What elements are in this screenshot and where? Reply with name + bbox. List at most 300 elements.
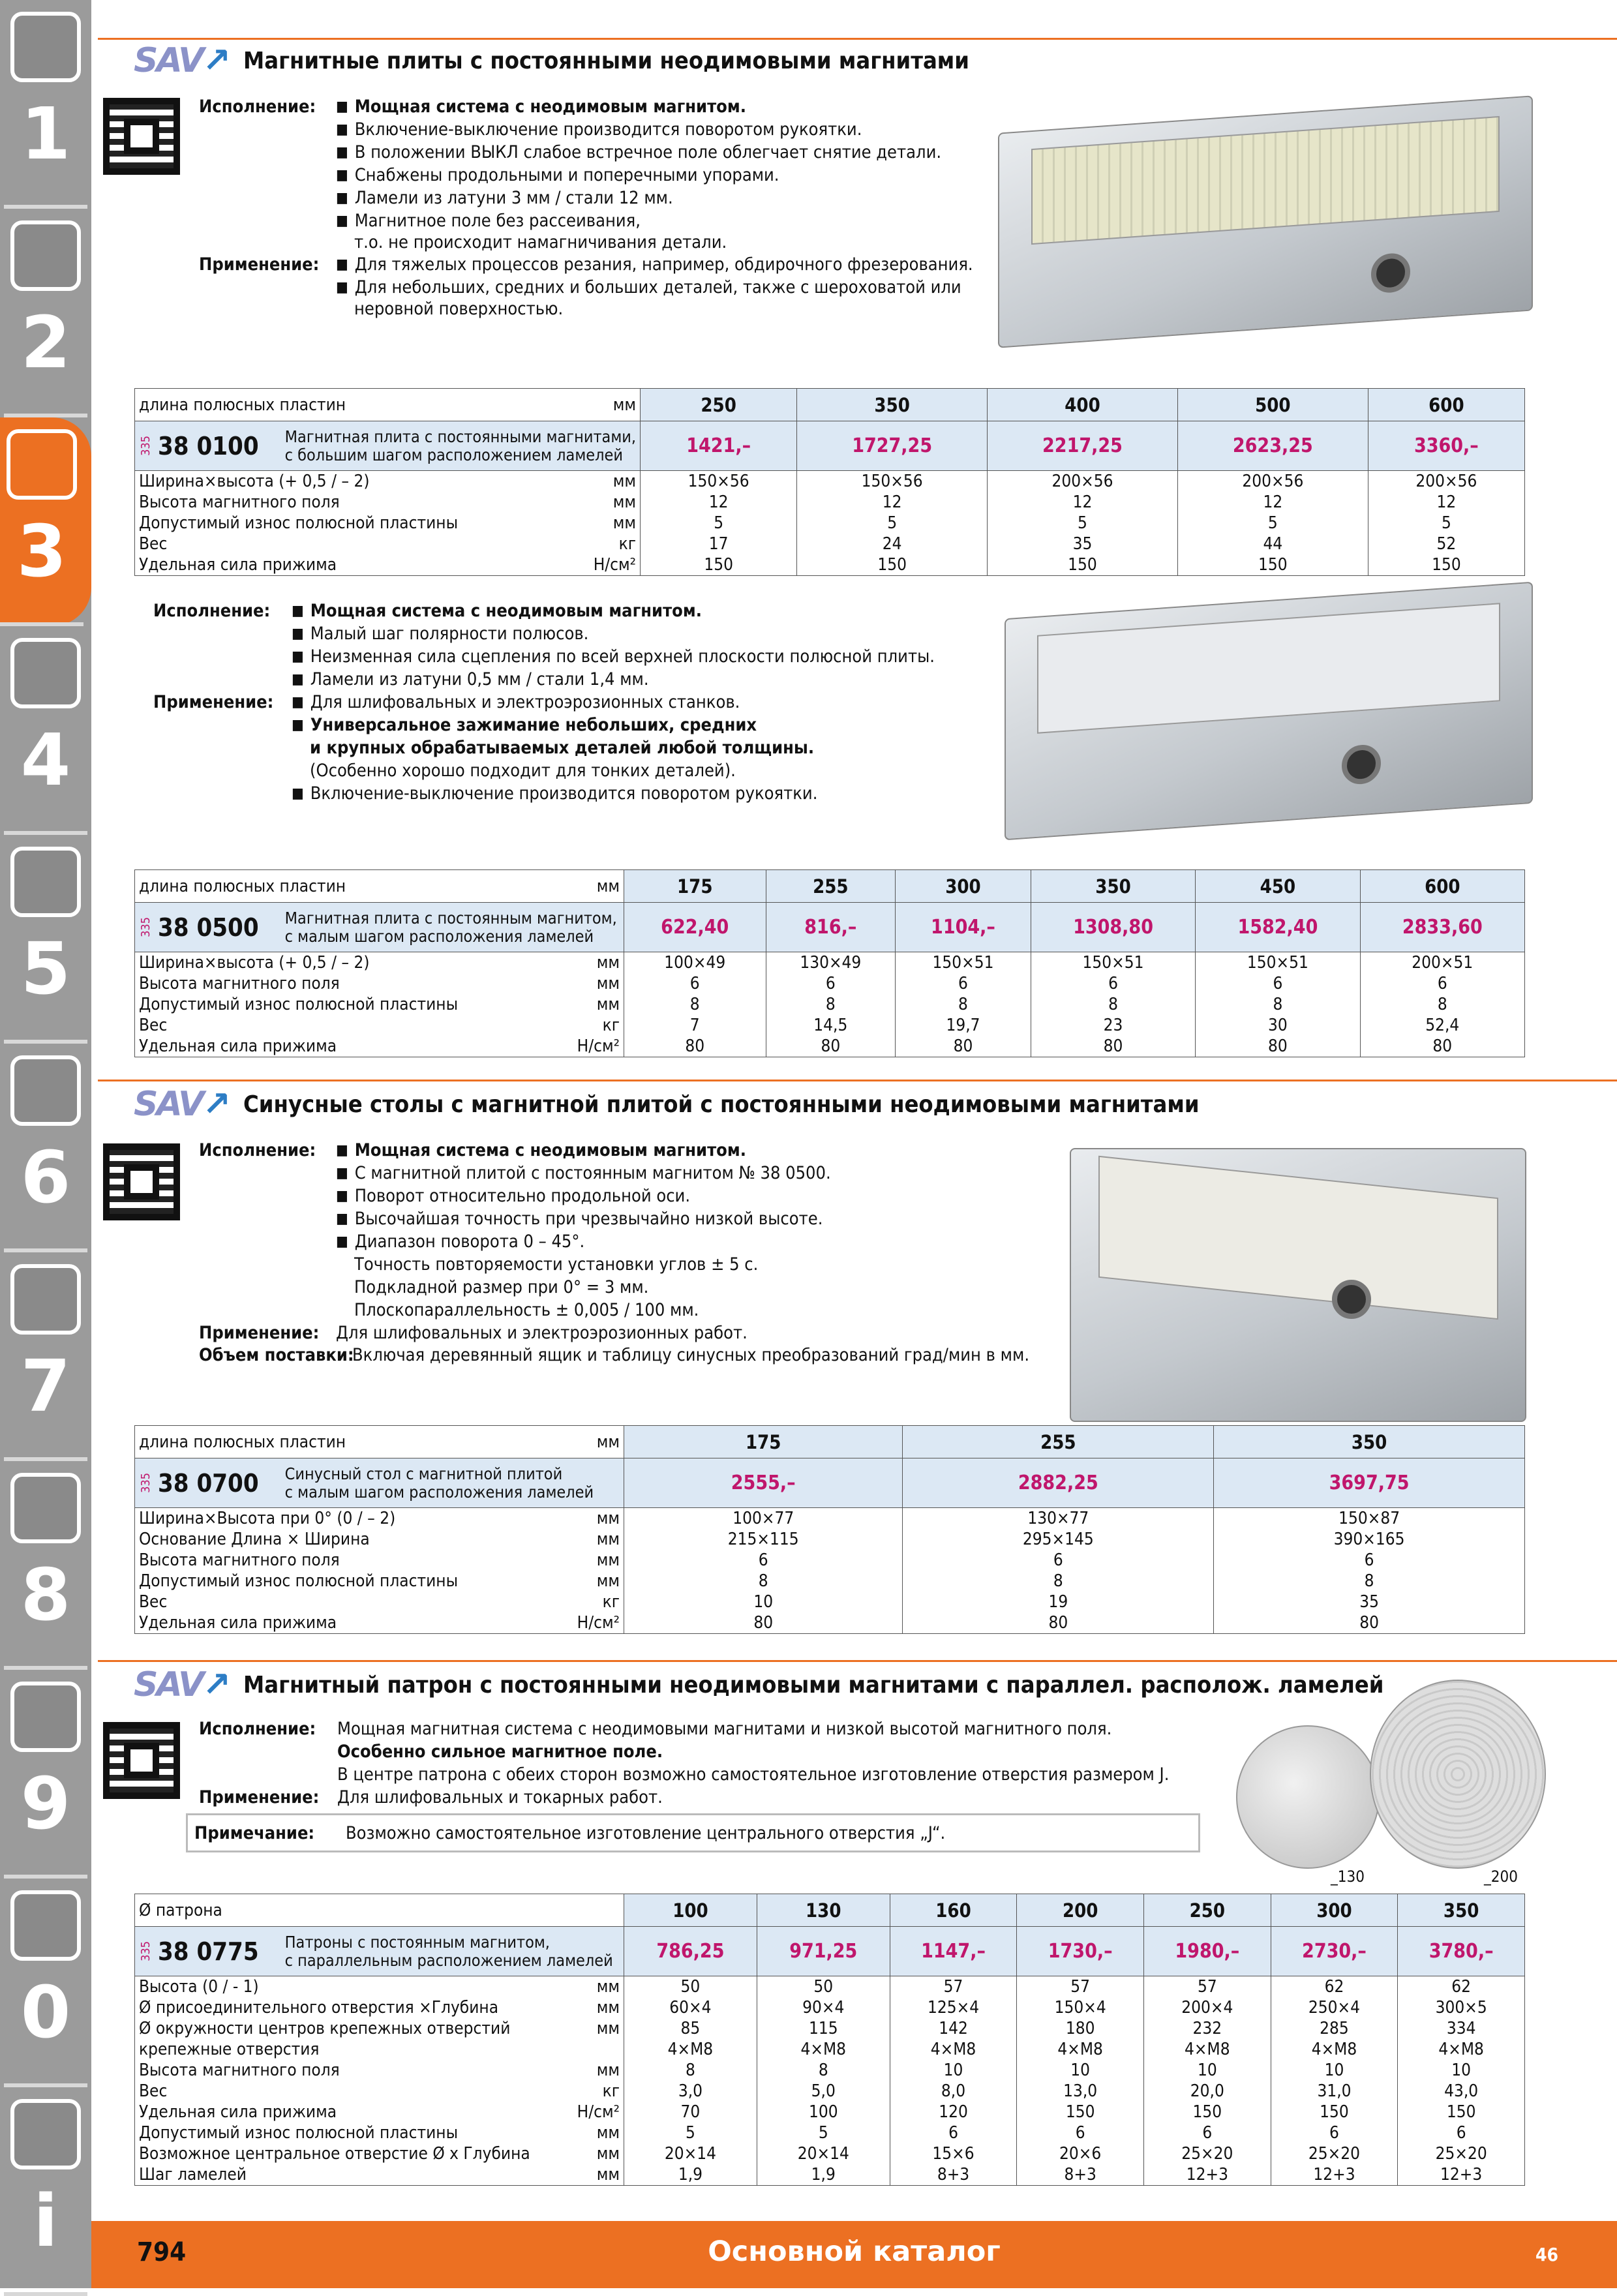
spec-value: 80 (1031, 1036, 1195, 1057)
size-column-header: 350 (797, 389, 988, 421)
spec-label: Высота магнитного поля мм (135, 1550, 624, 1571)
feature-line: Подкладной размер при 0° = 3 мм. (354, 1277, 649, 1297)
spec-value: 150 (1271, 2102, 1398, 2122)
price-cell: 971,25 (757, 1927, 890, 1976)
feature-line: ■ Включение-выключение производится поворотом рукоятки. (292, 783, 817, 806)
price-cell: 2730,– (1271, 1927, 1398, 1976)
size-column-header: 350 (1398, 1894, 1525, 1927)
spec-value: 80 (896, 1036, 1031, 1057)
image-label: _130 (1331, 1867, 1365, 1886)
label-application: Применение: (153, 692, 274, 712)
spec-label: Вес кг (135, 1592, 624, 1612)
table-header-label: длина полюсных пластин мм (135, 389, 641, 421)
chapter-number: 6 (20, 1136, 71, 1219)
spec-value: 130×77 (903, 1508, 1214, 1530)
label-note: Примечание: (194, 1822, 315, 1843)
spec-value: 4×M8 (1017, 2039, 1144, 2060)
chapter-tab-6[interactable] (4, 1044, 87, 1252)
spec-value: 6 (1144, 2122, 1271, 2143)
feature-line: Особенно сильное магнитное поле. (337, 1742, 663, 1762)
size-column-header: 600 (1368, 389, 1524, 421)
spec-label: Ø присоединительного отверстия ×Глубина мм (135, 1997, 624, 2018)
label-application: Применение: (199, 1323, 320, 1343)
feature-line: Точность повторяемости установки углов ± 5 с. (354, 1254, 759, 1275)
caliper-icon (10, 638, 81, 708)
brand-logo: SAV↗ (134, 1085, 229, 1124)
spec-value: 150×51 (896, 952, 1031, 974)
price-cell: 2217,25 (988, 421, 1178, 471)
feature-line: ■ Для небольших, средних и больших деталей, также с шероховатой или (336, 277, 961, 300)
spec-value: 100×77 (624, 1508, 903, 1530)
feature-line: ■ Для шлифовальных и электроэрозионных станков. (292, 691, 740, 715)
spec-value: 8+3 (1017, 2164, 1144, 2186)
label-application: Применение: (199, 254, 320, 275)
section-title: Синусные столы с магнитной плитой с постоянными неодимовыми магнитами (243, 1091, 1200, 1118)
chapter-number: i (33, 2179, 58, 2263)
label-execution: Исполнение: (199, 97, 316, 117)
label-execution: Исполнение: (199, 1140, 316, 1160)
product-code-cell: 335 38 0775 Патроны с постоянным магнитом, с параллельным расположением ламелей (135, 1927, 624, 1976)
size-column-header: 130 (757, 1894, 890, 1927)
qr-code-icon[interactable] (103, 98, 180, 175)
size-column-header: 160 (890, 1894, 1017, 1927)
section-1-description (199, 96, 1008, 331)
price-cell: 3697,75 (1214, 1458, 1525, 1508)
spec-value: 20×6 (1017, 2143, 1144, 2164)
spec-value: 100 (757, 2102, 890, 2122)
spec-value: 3,0 (624, 2081, 757, 2102)
spec-value: 10 (624, 1592, 903, 1612)
spec-value: 100×49 (624, 952, 766, 974)
spec-value: 200×56 (1368, 471, 1524, 492)
spec-value: 150 (1398, 2102, 1525, 2122)
spec-value: 20×14 (624, 2143, 757, 2164)
spec-value: 10 (1017, 2060, 1144, 2081)
spec-value: 5 (1368, 513, 1524, 534)
spec-label: Допустимый износ полюсной пластины мм (135, 1571, 624, 1592)
spec-label: Удельная сила прижима Н/см² (135, 1612, 624, 1634)
spec-value: 6 (1031, 973, 1195, 994)
spec-value: 80 (1196, 1036, 1360, 1057)
spec-value: 31,0 (1271, 2081, 1398, 2102)
sub-page-number: 46 (1535, 2244, 1558, 2265)
spec-value: 19 (903, 1592, 1214, 1612)
spec-label: Высота магнитного поля мм (135, 492, 641, 513)
price-cell: 3360,– (1368, 421, 1524, 471)
spec-value: 57 (1017, 1976, 1144, 1998)
spec-value: 8+3 (890, 2164, 1017, 2186)
magnetic-plate-image (998, 95, 1533, 348)
spec-value: 150 (797, 554, 988, 576)
spec-label: Основание Длина × Ширина мм (135, 1529, 624, 1550)
spec-value: 80 (766, 1036, 896, 1057)
size-column-header: 200 (1017, 1894, 1144, 1927)
spec-value: 150 (1144, 2102, 1271, 2122)
spec-value: 20,0 (1144, 2081, 1271, 2102)
spec-value: 250×4 (1271, 1997, 1398, 2018)
spec-value: 6 (896, 973, 1031, 994)
spec-value: 80 (903, 1612, 1214, 1634)
spec-value: 6 (766, 973, 896, 994)
spec-value: 35 (1214, 1592, 1525, 1612)
chapter-tab-strip (0, 0, 91, 2288)
chapter-number: 0 (20, 1971, 71, 2054)
size-column-header: 175 (624, 1426, 903, 1458)
spec-value: 5 (641, 513, 797, 534)
spec-label: Ширина×высота (+ 0,5 / – 2) мм (135, 952, 624, 974)
note-box (186, 1813, 1200, 1852)
chapter-number: 5 (20, 927, 71, 1010)
label-application: Применение: (199, 1787, 320, 1807)
spec-value: 8 (1360, 994, 1524, 1015)
price-cell: 2623,25 (1177, 421, 1368, 471)
qr-code-icon[interactable] (103, 1143, 180, 1220)
feature-line: Плоскопараллельность ± 0,005 / 100 мм. (354, 1300, 699, 1320)
spec-value: 8 (896, 994, 1031, 1015)
size-column-header: 400 (988, 389, 1178, 421)
spec-value: 1,9 (757, 2164, 890, 2186)
chapter-number: 3 (16, 509, 67, 593)
spec-label: Высота магнитного поля мм (135, 2060, 624, 2081)
chapter-tab-i[interactable] (4, 2087, 87, 2296)
spec-value: 17 (641, 534, 797, 554)
brand-logo: SAV↗ (134, 41, 229, 80)
spec-value: 150×56 (797, 471, 988, 492)
magnetic-chuck-130-image (1236, 1725, 1380, 1869)
spec-value: 5 (1177, 513, 1368, 534)
spec-label: Вес кг (135, 2081, 624, 2102)
price-cell: 1582,40 (1196, 903, 1360, 952)
spec-value: 24 (797, 534, 988, 554)
feature-line: Включая деревянный ящик и таблицу синусных преобразований град/мин в мм. (352, 1345, 1030, 1365)
feature-line: ■ Ламели из латуни 0,5 мм / стали 1,4 мм. (292, 669, 649, 692)
spec-label: Ø окружности центров крепежных отверстий мм (135, 2018, 624, 2039)
feature-line: ■ Для тяжелых процессов резания, например, обдирочного фрезерования. (336, 254, 973, 277)
chapter-tab-3[interactable] (0, 417, 91, 626)
size-column-header: 600 (1360, 870, 1524, 903)
feature-line: ■ Ламели из латуни 3 мм / стали 12 мм. (336, 187, 673, 211)
product-code-cell: 335 38 0500 Магнитная плита с постоянным магнитом, с малым шагом расположения ламелей (135, 903, 624, 952)
spec-value: 14,5 (766, 1015, 896, 1036)
section-4-description (199, 1718, 1217, 1816)
spec-label: Ширина×высота (+ 0,5 / – 2) мм (135, 471, 641, 492)
feature-line: ■ Поворот относительно продольной оси. (336, 1185, 690, 1209)
feature-line: ■ Снабжены продольными и поперечными упорами. (336, 164, 779, 188)
spec-value: 300×5 (1398, 1997, 1525, 2018)
chapter-tab-8[interactable] (4, 1461, 87, 1670)
drill-icon (10, 12, 81, 82)
spec-label: Ширина×Высота при 0° (0 / – 2) мм (135, 1508, 624, 1530)
spec-value: 6 (624, 1550, 903, 1571)
size-column-header: 300 (896, 870, 1031, 903)
price-cell: 1308,80 (1031, 903, 1195, 952)
spec-value: 390×165 (1214, 1529, 1525, 1550)
spec-label: Высота (0 / - 1) мм (135, 1976, 624, 1998)
size-column-header: 500 (1177, 389, 1368, 421)
spec-value: 130×49 (766, 952, 896, 974)
chuck-icon (7, 429, 77, 500)
spec-table-380500 (134, 869, 1525, 1057)
spec-value: 6 (1398, 2122, 1525, 2143)
spec-value: 12 (988, 492, 1178, 513)
feature-line: ■ Мощная система с неодимовым магнитом. (292, 600, 702, 624)
spec-value: 5 (797, 513, 988, 534)
spec-value: 80 (1214, 1612, 1525, 1634)
spec-value: 35 (988, 534, 1178, 554)
size-column-header: 250 (641, 389, 797, 421)
image-label: _200 (1484, 1867, 1518, 1886)
spec-value: 5 (757, 2122, 890, 2143)
table-header-label: Ø патрона (135, 1894, 624, 1927)
price-cell: 2882,25 (903, 1458, 1214, 1508)
size-column-header: 255 (766, 870, 896, 903)
spec-value: 334 (1398, 2018, 1525, 2039)
spec-value: 4×M8 (1398, 2039, 1525, 2060)
spec-value: 200×56 (988, 471, 1178, 492)
spec-value: 62 (1398, 1976, 1525, 1998)
spec-value: 12+3 (1144, 2164, 1271, 2186)
spec-value: 90×4 (757, 1997, 890, 2018)
spec-value: 52 (1368, 534, 1524, 554)
spec-value: 8,0 (890, 2081, 1017, 2102)
price-cell: 816,– (766, 903, 896, 952)
spec-value: 57 (1144, 1976, 1271, 1998)
section-3-header (134, 1081, 1200, 1127)
feature-line: Для шлифовальных и токарных работ. (337, 1787, 663, 1807)
page-footer (91, 2221, 1617, 2288)
feature-line: ■ Универсальное зажимание небольших, средних (292, 714, 757, 738)
spec-label: крепежные отверстия (135, 2039, 624, 2060)
chapter-tab-5[interactable] (4, 835, 87, 1044)
spec-value: 295×145 (903, 1529, 1214, 1550)
spec-value: 10 (1144, 2060, 1271, 2081)
spec-value: 115 (757, 2018, 890, 2039)
spec-value: 150×4 (1017, 1997, 1144, 2018)
spec-value: 215×115 (624, 1529, 903, 1550)
feature-line: ■ Малый шаг полярности полюсов. (292, 623, 588, 646)
qr-code-icon[interactable] (103, 1722, 180, 1799)
price-cell: 1421,– (641, 421, 797, 471)
spec-label: Вес кг (135, 1015, 624, 1036)
spec-value: 15×6 (890, 2143, 1017, 2164)
feature-line: ■ С магнитной плитой с постоянным магнитом № 38 0500. (336, 1162, 831, 1186)
price-cell: 1727,25 (797, 421, 988, 471)
catalog-title: Основной каталог (708, 2235, 1001, 2268)
spec-value: 125×4 (890, 1997, 1017, 2018)
spec-label: Высота магнитного поля мм (135, 973, 624, 994)
spec-value: 6 (624, 973, 766, 994)
feature-line: ■ Магнитное поле без рассеивания, (336, 210, 641, 234)
spec-value: 4×M8 (624, 2039, 757, 2060)
wrench-icon (10, 1055, 81, 1126)
spec-value: 80 (1360, 1036, 1524, 1057)
spec-label: Возможное центральное отверстие Ø х Глубина мм (135, 2143, 624, 2164)
spec-value: 4×M8 (1271, 2039, 1398, 2060)
safety-goggles-icon (10, 1890, 81, 1961)
spec-value: 150 (641, 554, 797, 576)
spec-value: 4×M8 (757, 2039, 890, 2060)
spec-value: 180 (1017, 2018, 1144, 2039)
spec-value: 20×14 (757, 2143, 890, 2164)
size-column-header: 250 (1144, 1894, 1271, 1927)
spec-value: 80 (624, 1036, 766, 1057)
size-column-header: 175 (624, 870, 766, 903)
feature-line: ■ Включение-выключение производится поворотом рукоятки. (336, 119, 862, 142)
feature-line: ■ Диапазон поворота 0 – 45°. (336, 1231, 584, 1254)
spec-table-380775 (134, 1894, 1525, 2186)
chapter-tab-1[interactable] (4, 0, 87, 209)
size-column-header: 450 (1196, 870, 1360, 903)
spec-value: 8 (624, 994, 766, 1015)
spec-value: 10 (1398, 2060, 1525, 2081)
chapter-number: 4 (20, 718, 71, 802)
spec-value: 12 (641, 492, 797, 513)
price-cell: 2555,– (624, 1458, 903, 1508)
note-text: Возможно самостоятельное изготовление центрального отверстия „J“. (346, 1822, 946, 1843)
feature-line: (Особенно хорошо подходит для тонких деталей). (310, 761, 736, 781)
pliers-icon (10, 1264, 81, 1335)
section-4-header (134, 1662, 1383, 1708)
product-code-cell: 335 38 0700 Синусный стол с магнитной плитой с малым шагом расположения ламелей (135, 1458, 624, 1508)
spec-value: 25×20 (1398, 2143, 1525, 2164)
spec-value: 10 (1271, 2060, 1398, 2081)
spec-value: 60×4 (624, 1997, 757, 2018)
spec-value: 150 (988, 554, 1178, 576)
spec-value: 10 (890, 2060, 1017, 2081)
chapter-number: 8 (20, 1553, 71, 1637)
spec-value: 5,0 (757, 2081, 890, 2102)
spec-value: 85 (624, 2018, 757, 2039)
spec-value: 25×20 (1271, 2143, 1398, 2164)
chapter-tab-9[interactable] (4, 1670, 87, 1879)
spec-label: Удельная сила прижима Н/см² (135, 554, 641, 576)
spec-value: 5 (988, 513, 1178, 534)
spec-value: 6 (1214, 1550, 1525, 1571)
spec-value: 12 (797, 492, 988, 513)
table-header-label: длина полюсных пластин мм (135, 870, 624, 903)
chapter-number: 9 (20, 1762, 71, 1845)
spec-table-380100 (134, 388, 1525, 576)
spec-value: 7 (624, 1015, 766, 1036)
spec-value: 25×20 (1144, 2143, 1271, 2164)
chapter-tab-2[interactable] (4, 209, 87, 417)
price-cell: 1104,– (896, 903, 1031, 952)
spec-value: 19,7 (896, 1015, 1031, 1036)
spec-value: 8 (1031, 994, 1195, 1015)
spec-value: 8 (624, 2060, 757, 2081)
spec-value: 12 (1368, 492, 1524, 513)
spec-label: Шаг ламелей мм (135, 2164, 624, 2186)
magnetic-plate-fine-pitch-image (1005, 582, 1533, 841)
spec-value: 52,4 (1360, 1015, 1524, 1036)
spec-value: 232 (1144, 2018, 1271, 2039)
spec-value: 4×M8 (1144, 2039, 1271, 2060)
spec-value: 44 (1177, 534, 1368, 554)
spec-value: 70 (624, 2102, 757, 2122)
spec-value: 6 (1196, 973, 1360, 994)
chapter-tab-7[interactable] (4, 1252, 87, 1461)
insert-icon (10, 220, 81, 291)
product-code-cell: 335 38 0100 Магнитная плита с постоянными магнитами, с большим шагом расположением ламелей (135, 421, 641, 471)
info-icon (10, 2099, 81, 2169)
feature-line: ■ Неизменная сила сцепления по всей верхней плоскости полюсной плиты. (292, 646, 935, 669)
size-column-header: 350 (1031, 870, 1195, 903)
table-header-label: длина полюсных пластин мм (135, 1426, 624, 1458)
label-execution: Исполнение: (153, 601, 271, 621)
spec-value: 200×4 (1144, 1997, 1271, 2018)
magnetic-chuck-200-image (1370, 1680, 1546, 1869)
feature-line: ■ Мощная система с неодимовым магнитом. (336, 1140, 746, 1163)
spec-value: 30 (1196, 1015, 1360, 1036)
spec-value: 150×56 (641, 471, 797, 492)
cabinet-icon (10, 1682, 81, 1752)
spec-value: 12+3 (1398, 2164, 1525, 2186)
price-cell: 2833,60 (1360, 903, 1524, 952)
saw-blade-icon (10, 847, 81, 917)
chapter-number: 2 (20, 301, 71, 384)
spec-value: 8 (766, 994, 896, 1015)
spec-value: 8 (757, 2060, 890, 2081)
spec-value: 57 (890, 1976, 1017, 1998)
feature-line: и крупных обрабатываемых деталей любой толщины. (310, 738, 815, 758)
spec-value: 120 (890, 2102, 1017, 2122)
size-column-header: 255 (903, 1426, 1214, 1458)
chapter-tab-0[interactable] (4, 1879, 87, 2087)
spec-label: Удельная сила прижима Н/см² (135, 1036, 624, 1057)
feature-line: ■ Мощная система с неодимовым магнитом. (336, 96, 746, 119)
spec-value: 8 (1214, 1571, 1525, 1592)
spec-label: Допустимый износ полюсной пластины мм (135, 2122, 624, 2143)
spec-table-380700 (134, 1425, 1525, 1634)
section-title: Магнитные плиты с постоянными неодимовыми магнитами (243, 47, 969, 74)
section-3-description (199, 1140, 1099, 1368)
spec-label: Удельная сила прижима Н/см² (135, 2102, 624, 2122)
price-cell: 786,25 (624, 1927, 757, 1976)
spec-value: 1,9 (624, 2164, 757, 2186)
toolbox-icon (10, 1473, 81, 1543)
spec-value: 50 (757, 1976, 890, 1998)
spec-value: 5 (624, 2122, 757, 2143)
feature-line: т.о. не происходит намагничивания детали. (354, 232, 727, 252)
spec-value: 43,0 (1398, 2081, 1525, 2102)
sine-table-image (1070, 1148, 1526, 1422)
spec-label: Вес кг (135, 534, 641, 554)
spec-value: 80 (624, 1612, 903, 1634)
size-column-header: 300 (1271, 1894, 1398, 1927)
spec-value: 150 (1017, 2102, 1144, 2122)
feature-line: Для шлифовальных и электроэрозионных работ. (336, 1323, 748, 1343)
chapter-tab-4[interactable] (4, 626, 87, 835)
spec-value: 6 (1271, 2122, 1398, 2143)
spec-value: 6 (890, 2122, 1017, 2143)
spec-value: 150 (1368, 554, 1524, 576)
spec-label: Допустимый износ полюсной пластины мм (135, 994, 624, 1015)
spec-value: 285 (1271, 2018, 1398, 2039)
spec-value: 8 (903, 1571, 1214, 1592)
section-1-header (134, 38, 969, 83)
chapter-number: 1 (20, 92, 71, 175)
price-cell: 1730,– (1017, 1927, 1144, 1976)
page-number: 794 (137, 2237, 187, 2267)
feature-line: В центре патрона с обеих сторон возможно самостоятельное изготовление отверстия размером J. (337, 1764, 1170, 1785)
spec-value: 8 (624, 1571, 903, 1592)
spec-value: 150 (1177, 554, 1368, 576)
spec-value: 150×87 (1214, 1508, 1525, 1530)
brand-logo: SAV↗ (134, 1665, 229, 1704)
label-scope: Объем поставки: (199, 1345, 354, 1365)
spec-value: 6 (903, 1550, 1214, 1571)
size-column-header: 100 (624, 1894, 757, 1927)
